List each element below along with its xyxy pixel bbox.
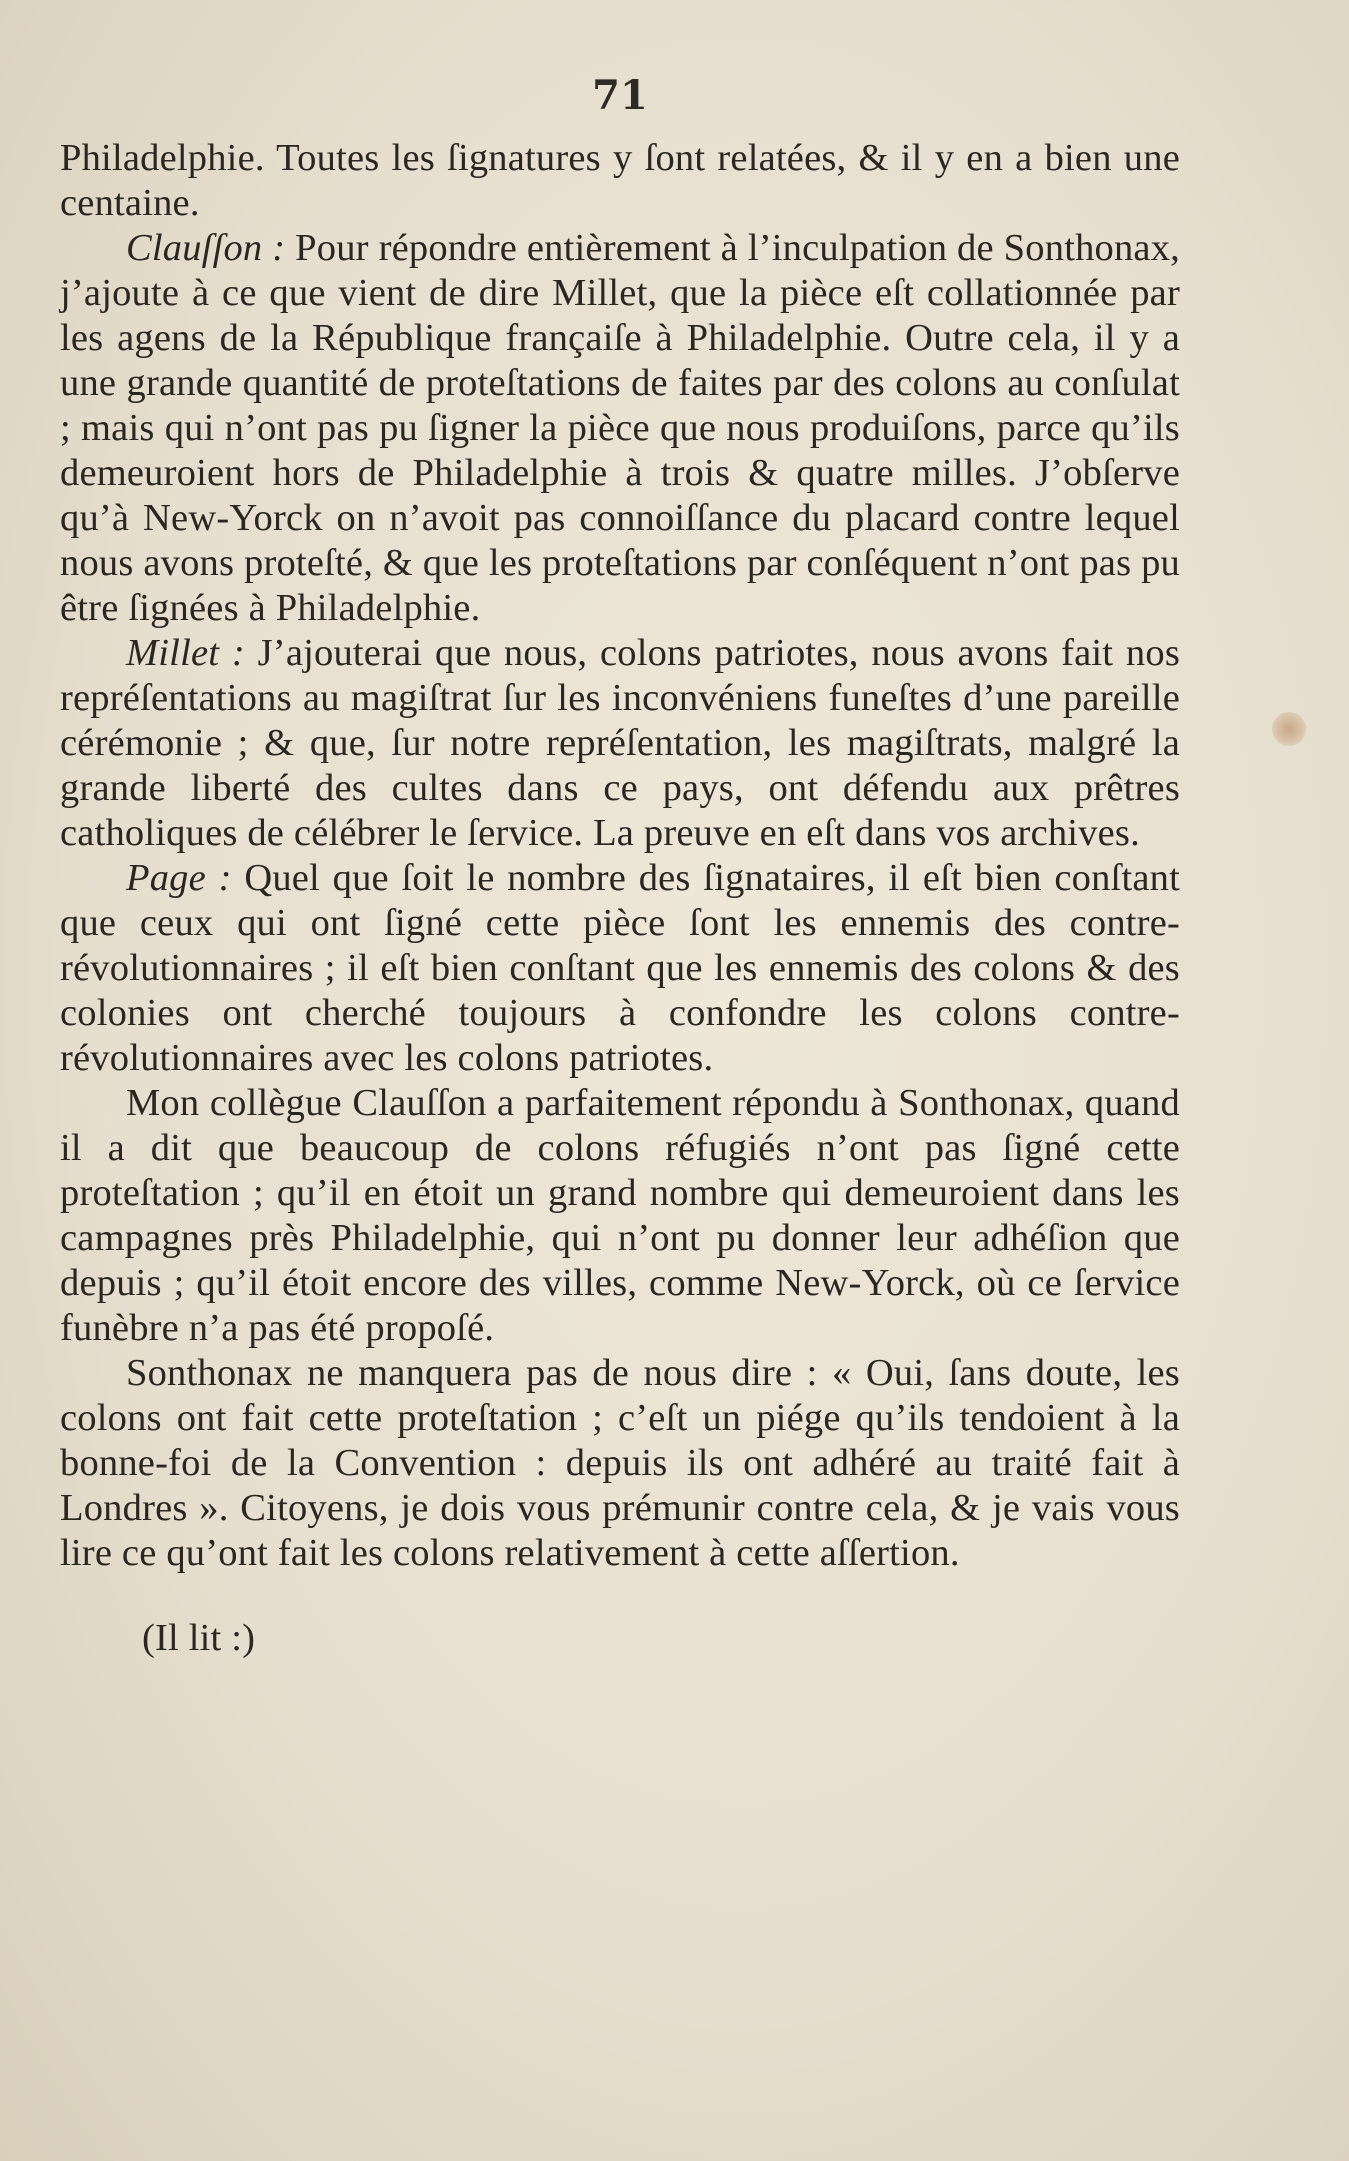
paper-stain	[1272, 712, 1306, 746]
paragraph	[60, 631, 1180, 856]
paragraph	[60, 136, 1180, 226]
speaker-name: Clauſſon :	[126, 227, 286, 269]
paragraph-text: Mon collègue Clauſſon a parfaitement répondu à Sonthonax, quand il a dit que beaucoup de colons réfugiés n’ont pas ſigné cette proteſtation ; qu’il en étoit un grand nombre qui demeuroient dans les campagnes près Philadelphie, qui n’ont pu donner leur adhéſion que depuis ; qu’il étoit encore des villes, comme New-Yorck, où ce ſervice funèbre n’a pas été propoſé.	[60, 1082, 1180, 1349]
paragraph-text: Quel que ſoit le nombre des ſignataires, il eſt bien conſtant que ceux qui ont ſigné cette pièce ſont les ennemis des contre-révolutionnaires ; il eſt bien conſtant que les ennemis des colons & des colonies ont cherché toujours à confondre les colons contre-révolutionnaires avec les colons patriotes.	[60, 857, 1180, 1079]
paragraph-text: Philadelphie. Toutes les ſignatures y ſont relatées, & il y en a bien une centaine.	[60, 137, 1180, 224]
page-number: 71	[592, 72, 648, 119]
speaker-name: Millet :	[126, 632, 245, 674]
paragraph-text: Sonthonax ne manquera pas de nous dire : « Oui, ſans doute, les colons ont fait cette proteſtation ; c’eſt un piége qu’ils tendoient à la bonne-foi de la Convention : depuis ils ont adhéré au traité fait à Londres ». Citoyens, je dois vous prémunir contre cela, & je vais vous lire ce qu’ont fait les colons relativement à cette aſſertion.	[60, 1352, 1180, 1574]
paragraph	[60, 1081, 1180, 1351]
body-text	[60, 136, 1180, 1661]
paragraph	[60, 1351, 1180, 1576]
paragraph	[60, 226, 1180, 631]
paragraph-text: Pour répondre entièrement à l’inculpation de Sonthonax, j’ajoute à ce que vient de dire Millet, que la pièce eſt collationnée par les agens de la République françaiſe à Philadelphie. Outre cela, il y a une grande quantité de proteſtations de faites par des colons au conſulat ; mais qui n’ont pas pu ſigner la pièce que nous produiſons, parce qu’ils demeuroient hors de Philadelphie à trois & quatre milles. J’obſerve qu’à New-Yorck on n’avoit pas connoiſſance du placard contre lequel nous avons proteſté, & que les proteſtations par conſéquent n’ont pas pu être ſignées à Philadelphie.	[60, 227, 1180, 629]
speaker-name: Page :	[126, 857, 232, 899]
paragraph-text: J’ajouterai que nous, colons patriotes, nous avons fait nos repréſentations au magiſtrat ſur les inconvéniens funeſtes d’une pareille cérémonie ; & que, ſur notre repréſentation, les magiſtrats, malgré la grande liberté des cultes dans ce pays, ont défendu aux prêtres catholiques de célébrer le ſervice. La preuve en eſt dans vos archives.	[60, 632, 1180, 854]
paragraph	[60, 856, 1180, 1081]
closing-line: (Il lit :)	[142, 1617, 256, 1659]
